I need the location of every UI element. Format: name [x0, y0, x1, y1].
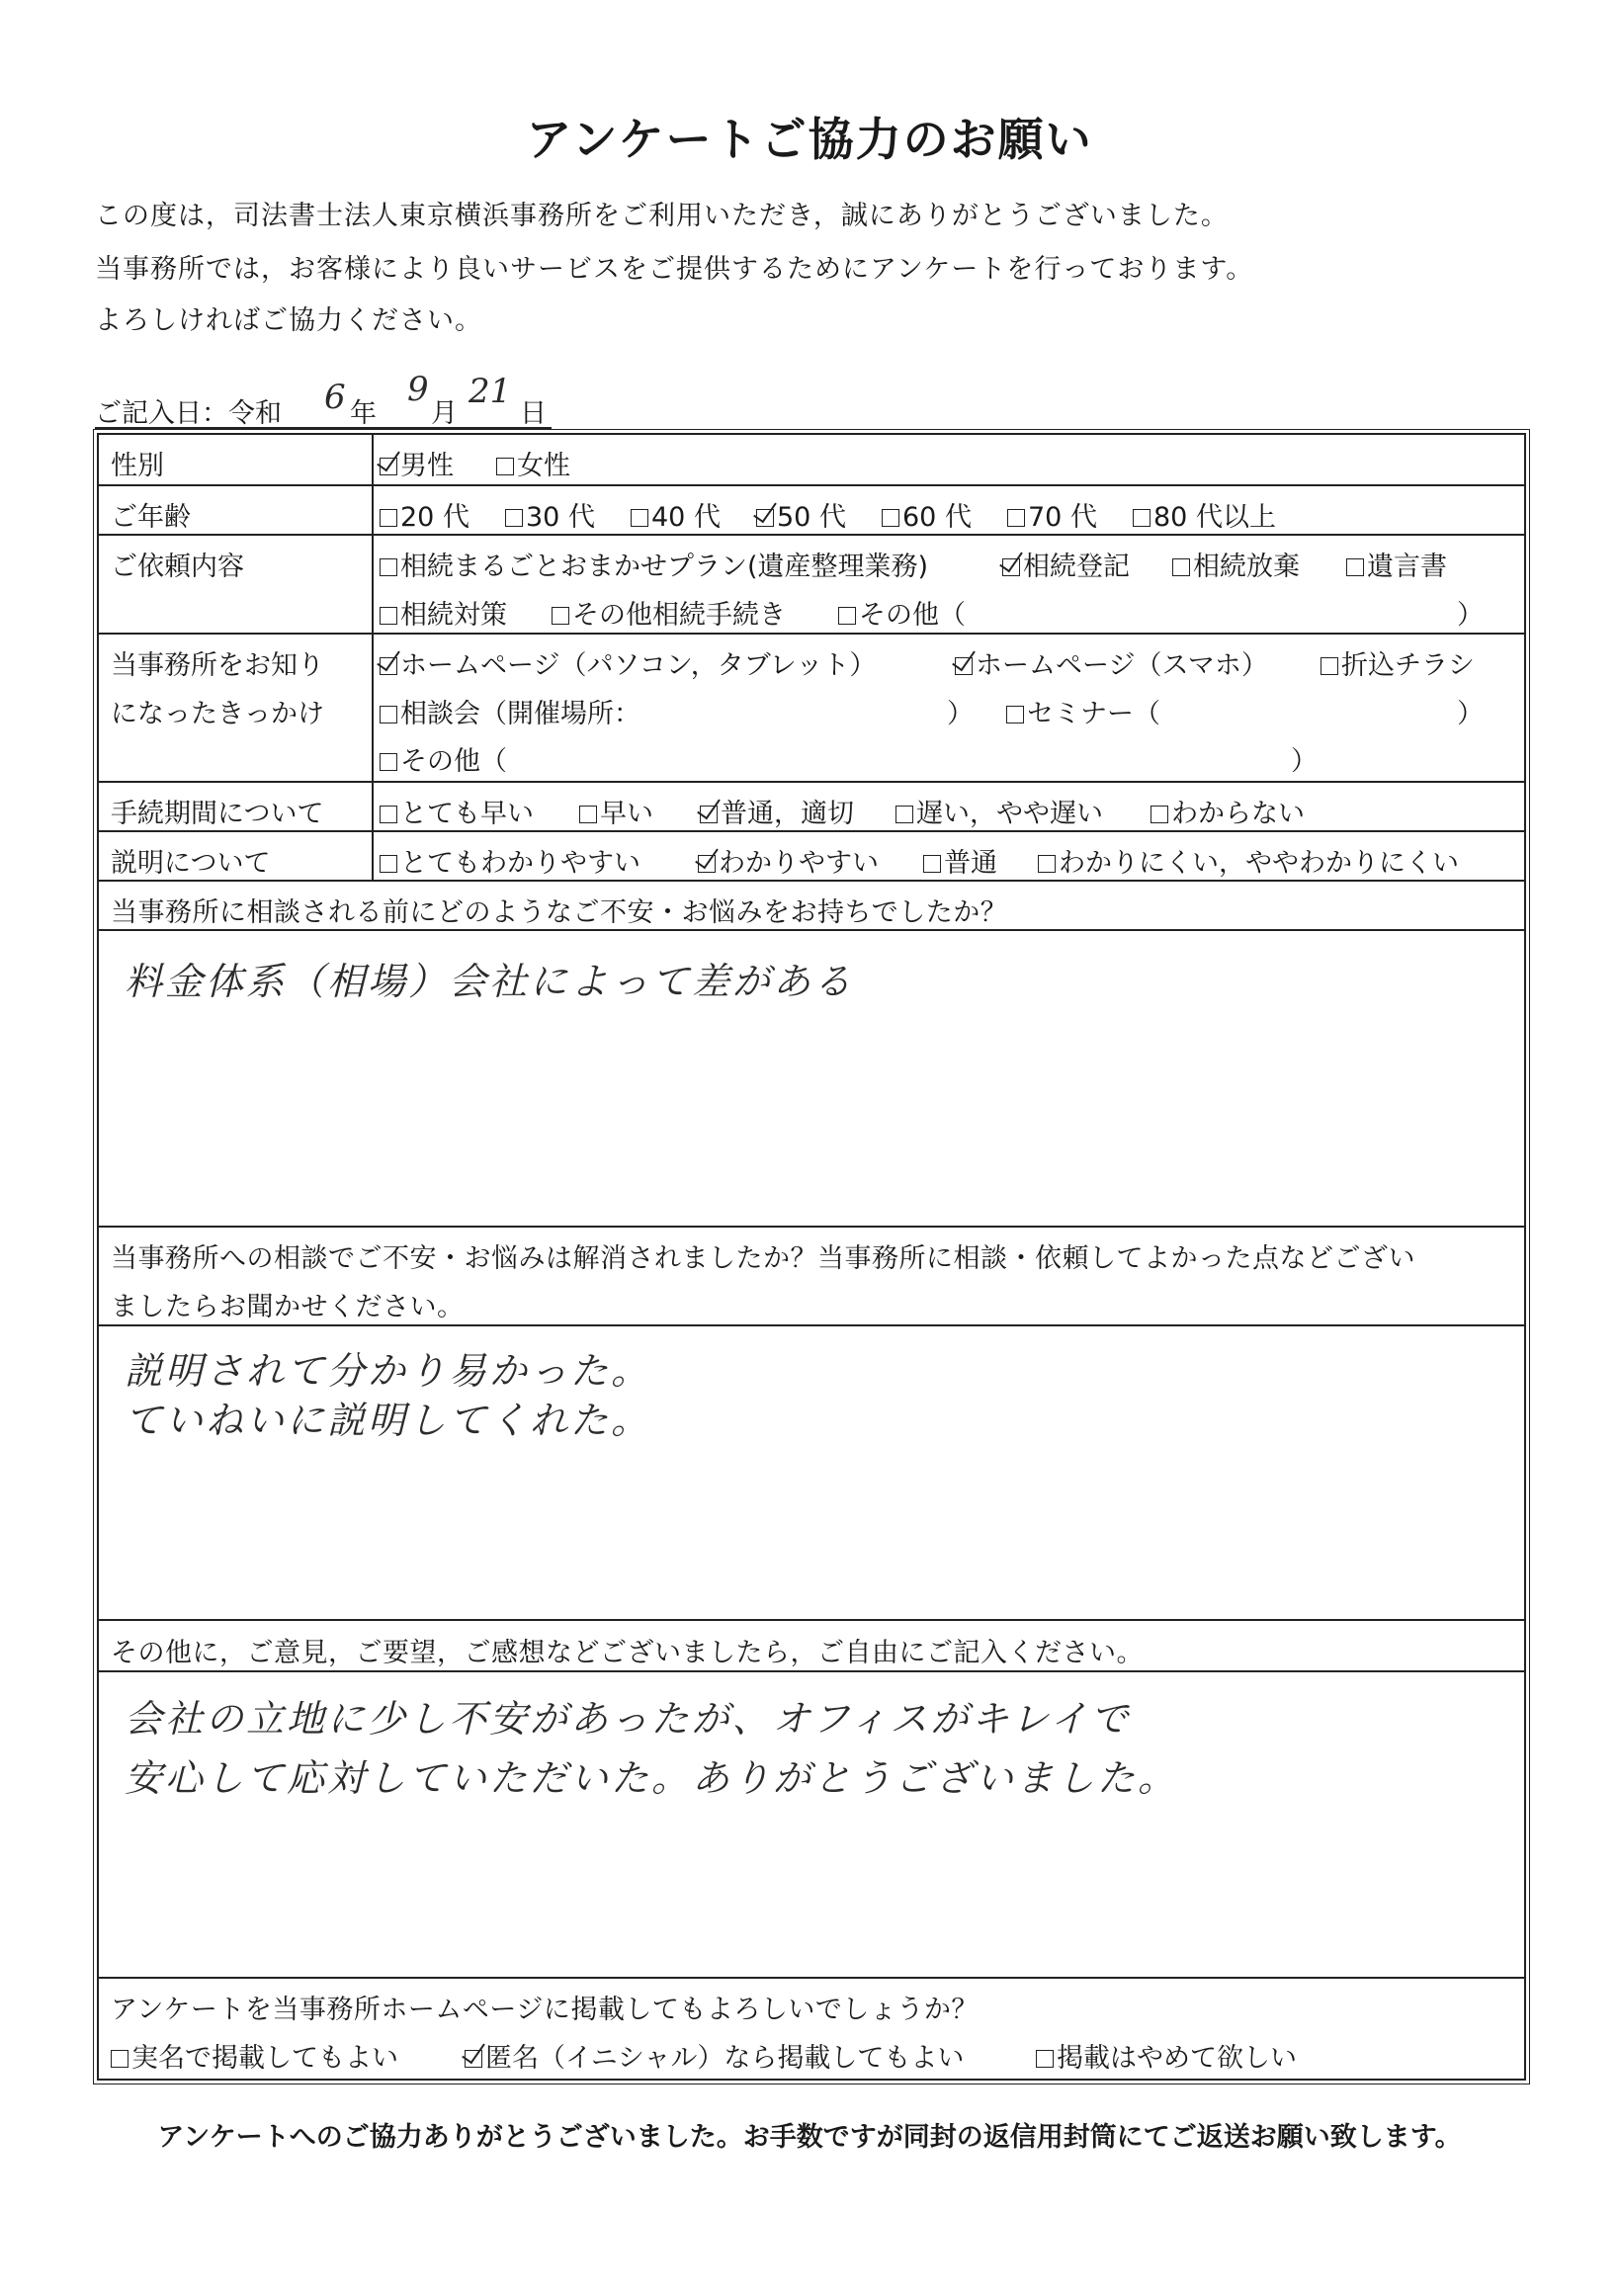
q1-question-row [99, 880, 1524, 929]
checkbox[interactable] [1150, 806, 1168, 823]
explanation-option-clear[interactable] [698, 841, 879, 880]
q2-answer-line-2: ていねいに説明してくれた。 [125, 1399, 652, 1442]
checkbox[interactable] [1038, 855, 1056, 873]
checkbox-checked[interactable] [698, 855, 716, 873]
request-option-will[interactable] [1346, 545, 1447, 583]
source-seminar-close-paren: ） [1457, 699, 1484, 729]
option-text: その他（ [859, 600, 966, 631]
gender-option-male[interactable] [380, 444, 454, 482]
option-text: その他相続手続き [572, 600, 786, 631]
option-text: ホームページ（パソコン，タブレット） [400, 650, 877, 681]
checkbox[interactable] [552, 607, 569, 625]
q2-question-line-2: ましたらお聞かせください。 [111, 1292, 465, 1322]
checkbox[interactable] [380, 806, 397, 823]
option-text: わかりやすい [719, 848, 879, 879]
option-text: 40 代 [651, 502, 721, 533]
date-year-unit: 年 [350, 398, 377, 429]
q1-answer-line-1: 料金体系（相場）会社によって差がある [125, 960, 855, 1003]
q3-answer-box[interactable] [99, 1670, 1524, 1977]
publish-row [99, 1977, 1524, 2079]
option-text: 相続まるごとおまかせプラン(遺産整理業務) [400, 552, 929, 582]
age-option-50[interactable] [756, 495, 846, 534]
q3-question-row [99, 1619, 1524, 1670]
source-option-seminar[interactable] [1006, 692, 1160, 730]
request-option-inheritance-planning[interactable] [380, 593, 507, 632]
age-option-40[interactable] [631, 495, 721, 534]
q2-answer-box[interactable] [99, 1324, 1524, 1619]
explanation-option-very-clear[interactable] [380, 841, 640, 880]
explanation-label-cell [99, 832, 374, 880]
age-label-cell [99, 486, 374, 534]
checkbox-checked[interactable] [380, 458, 397, 475]
q2-question-row [99, 1226, 1524, 1324]
checkbox[interactable] [1172, 558, 1190, 576]
checkbox[interactable] [631, 509, 648, 527]
checkbox[interactable] [505, 509, 523, 527]
source-row [99, 633, 1524, 781]
request-other-close-paren: ） [1457, 600, 1484, 631]
source-option-other[interactable] [380, 739, 507, 778]
option-text: 普通 [944, 848, 997, 879]
option-text: 普通，適切 [721, 799, 854, 829]
source-consultation-close-paren: ） [947, 699, 974, 729]
entry-date [95, 348, 552, 429]
explanation-row [99, 830, 1524, 880]
gender-label-cell [99, 435, 374, 484]
checkbox[interactable] [895, 806, 913, 823]
option-text: セミナー（ [1027, 699, 1160, 729]
option-text: 早い [600, 799, 653, 829]
period-option-very-fast[interactable] [380, 792, 534, 830]
checkbox-checked[interactable] [756, 509, 774, 527]
request-option-other[interactable] [838, 593, 966, 632]
q1-question: 当事務所に相談される前にどのようなご不安・お悩みをお持ちでしたか？ [111, 897, 1008, 928]
option-text: 70 代 [1028, 502, 1097, 533]
source-label-cell [99, 635, 374, 781]
checkbox[interactable] [579, 806, 597, 823]
footer-thanks: アンケートへのご協力ありがとうございました。お手数ですが同封の返信用封筒にてご返送お願い致します。 [157, 2122, 1462, 2153]
survey-form [97, 433, 1526, 2081]
age-option-20[interactable] [380, 495, 469, 534]
option-text: 女性 [517, 451, 570, 481]
period-option-unknown[interactable] [1150, 792, 1305, 830]
age-row [99, 484, 1524, 534]
option-text: その他（ [400, 746, 507, 777]
checkbox[interactable] [111, 2050, 128, 2068]
publish-option-anonymous[interactable] [465, 2036, 964, 2075]
gender-label: 性別 [111, 451, 164, 481]
date-day-unit: 日 [520, 398, 547, 429]
q3-question: その他に，ご意見，ご要望，ご感想などございましたら，ご自由にご記入ください。 [111, 1638, 1144, 1668]
checkbox[interactable] [1321, 657, 1338, 675]
source-other-close-paren: ） [1291, 746, 1318, 777]
option-text: 相続登記 [1023, 552, 1130, 582]
explanation-label: 説明について [111, 848, 271, 879]
checkbox[interactable] [838, 607, 856, 625]
q2-question-line-1: 当事務所への相談でご不安・お悩みは解消されましたか？当事務所に相談・依頼してよかった点などござい [111, 1243, 1415, 1274]
source-label-line-1: 当事務所をお知り [111, 650, 324, 681]
checkbox[interactable] [1346, 558, 1364, 576]
checkbox[interactable] [380, 855, 397, 873]
option-text: 30 代 [526, 502, 595, 533]
option-text: わからない [1171, 799, 1305, 829]
checkbox-checked[interactable] [955, 657, 973, 675]
publish-option-decline[interactable] [1036, 2036, 1297, 2075]
option-text: 実名で掲載してもよい [131, 2043, 398, 2074]
checkbox-checked[interactable] [700, 806, 718, 823]
option-text: 掲載はやめて欲しい [1057, 2043, 1297, 2074]
option-text: 遅い，やや遅い [916, 799, 1103, 829]
option-text: 相続放棄 [1193, 552, 1300, 582]
request-option-renunciation[interactable] [1172, 545, 1300, 583]
explanation-option-normal[interactable] [923, 841, 997, 880]
request-option-full-plan[interactable] [380, 545, 928, 583]
option-text: 相談会（開催場所： [400, 699, 640, 729]
publish-option-real-name[interactable] [111, 2036, 398, 2075]
checkbox[interactable] [882, 509, 899, 527]
age-option-30[interactable] [505, 495, 595, 534]
period-option-fast[interactable] [579, 792, 653, 830]
publish-question: アンケートを当事務所ホームページに掲載してもよろしいでしょうか？ [111, 1995, 979, 2025]
option-text: 80 代以上 [1153, 502, 1276, 533]
checkbox-checked[interactable] [465, 2050, 482, 2068]
q3-answer-line-1: 会社の立地に少し不安があったが、オフィスがキレイで [125, 1697, 1132, 1741]
date-label: ご記入日：令和 [95, 398, 282, 429]
checkbox[interactable] [380, 509, 397, 527]
source-option-homepage-phone[interactable] [955, 643, 1268, 682]
gender-option-female[interactable] [496, 444, 570, 482]
date-day-value[interactable]: 21 [469, 372, 512, 411]
period-label-cell [99, 783, 374, 830]
request-label: ご依頼内容 [111, 552, 244, 582]
option-text: 匿名（イニシャル）なら掲載してもよい [485, 2043, 965, 2074]
q3-answer-line-2: 安心して応対していただいた。ありがとうございました。 [125, 1756, 1179, 1800]
date-year-value[interactable]: 6 [324, 378, 346, 417]
checkbox[interactable] [380, 753, 397, 771]
option-text: 男性 [400, 451, 454, 481]
q1-answer-box[interactable] [99, 929, 1524, 1226]
source-option-flyer[interactable] [1321, 643, 1475, 682]
period-option-slow[interactable] [895, 792, 1103, 830]
checkbox-checked[interactable] [1002, 558, 1020, 576]
option-text: わかりにくい，ややわかりにくい [1059, 848, 1459, 879]
period-row [99, 781, 1524, 830]
checkbox[interactable] [1007, 509, 1025, 527]
checkbox[interactable] [1036, 2050, 1054, 2068]
page-title: アンケートご協力のお願い [526, 113, 1093, 166]
gender-row [99, 435, 1524, 484]
q2-answer-line-1: 説明されて分かり易かった。 [125, 1349, 652, 1393]
request-option-other-procedures[interactable] [552, 593, 786, 632]
period-option-normal[interactable] [700, 792, 854, 830]
option-text: 折込チラシ [1341, 650, 1475, 681]
intro-line-3: よろしければご協力ください。 [95, 305, 482, 336]
checkbox[interactable] [496, 458, 514, 475]
option-text: 60 代 [902, 502, 972, 533]
explanation-option-unclear[interactable] [1038, 841, 1459, 880]
option-text: 50 代 [777, 502, 846, 533]
option-text: とてもわかりやすい [400, 848, 640, 879]
age-label: ご年齢 [111, 502, 191, 533]
option-text: 20 代 [400, 502, 469, 533]
age-option-80-plus[interactable] [1133, 495, 1276, 534]
intro-line-1: この度は，司法書士法人東京横浜事務所をご利用いただき，誠にありがとうございました。 [95, 201, 1229, 231]
period-label: 手続期間について [111, 799, 324, 829]
checkbox[interactable] [380, 558, 397, 576]
checkbox-checked[interactable] [380, 657, 397, 675]
source-option-homepage-pc[interactable] [380, 643, 876, 682]
source-label-line-2: になったきっかけ [111, 699, 324, 729]
checkbox[interactable] [380, 607, 397, 625]
checkbox[interactable] [923, 855, 941, 873]
date-month-value[interactable]: 9 [407, 370, 429, 409]
request-label-cell [99, 536, 374, 633]
option-text: とても早い [400, 799, 534, 829]
request-option-inheritance-registration[interactable] [1002, 545, 1130, 583]
age-option-70[interactable] [1007, 495, 1097, 534]
date-month-unit: 月 [431, 398, 458, 429]
checkbox[interactable] [1006, 706, 1024, 723]
source-option-consultation[interactable] [380, 692, 640, 730]
checkbox[interactable] [1133, 509, 1150, 527]
checkbox[interactable] [380, 706, 397, 723]
age-option-60[interactable] [882, 495, 972, 534]
intro-line-2: 当事務所では，お客様により良いサービスをご提供するためにアンケートを行っております。 [95, 254, 1254, 285]
option-text: 遺言書 [1367, 552, 1447, 582]
request-row [99, 534, 1524, 633]
option-text: ホームページ（スマホ） [976, 650, 1268, 681]
option-text: 相続対策 [400, 600, 507, 631]
